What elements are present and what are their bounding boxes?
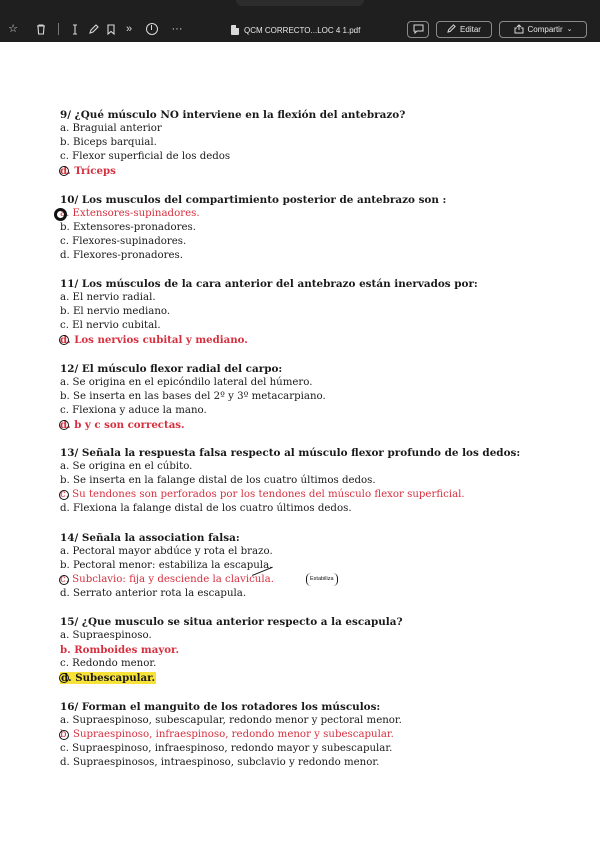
share-button[interactable] (499, 21, 587, 38)
question-9 (60, 108, 560, 178)
highlighted-text: d. Subescapular. (61, 672, 156, 684)
question-title: 15/ ¿Que musculo se situa anterior respecto a la escapula? (60, 616, 403, 628)
question-13 (60, 446, 560, 516)
file-name: QCM CORRECTO...LOC 4 1.pdf (244, 25, 361, 35)
question-12 (60, 362, 560, 432)
edit-icon (447, 24, 456, 35)
option-a: a. Supraespinoso. (60, 630, 152, 641)
option-d: d. Flexores-pronadores. (60, 249, 183, 261)
option-a-correct (60, 207, 560, 221)
star-icon[interactable]: ☆ (8, 22, 18, 35)
pen-icon[interactable] (86, 22, 100, 36)
option-text: d. Los nervios cubital y mediano. (60, 334, 248, 346)
option-a: a. Se origina en el cúbito. (60, 461, 193, 472)
file-title (231, 23, 360, 37)
question-title: 12/ El músculo flexor radial del carpo: (60, 362, 283, 375)
viewer-toolbar (0, 0, 600, 42)
option-d-correct (60, 418, 560, 432)
question-15 (60, 615, 560, 685)
option-d: d. Flexiona la falange distal de los cuatro últimos dedos. (60, 503, 352, 514)
option-text: b. Supraespinoso, infraespinoso, redondo menor y subescapular. (60, 728, 394, 740)
option-text: d. b y c son correctas. (60, 418, 185, 431)
option-d: d. Serrato anterior rota la escapula. (60, 587, 247, 599)
option-c: c. Supraespinoso, infraespinoso, redondo mayor y subescapular. (60, 742, 393, 754)
option-d-correct (60, 333, 560, 347)
option-text: c. Su tendones son perforados por los tendones del músculo flexor superficial. (60, 489, 465, 500)
option-c: c. El nervio cubital. (60, 320, 161, 331)
comment-icon (413, 24, 424, 36)
option-text: c. Subclavio: fija y desciende la clavicula. (60, 573, 274, 585)
option-text: d. Tríceps (60, 165, 116, 177)
option-c: c. Redondo menor. (60, 658, 157, 669)
share-icon (514, 24, 524, 36)
option-c-correct (60, 488, 560, 502)
text-cursor-icon[interactable] (68, 22, 82, 36)
option-b: b. Se inserta en la falange distal de los cuatro últimos dedos. (60, 475, 376, 486)
edit-button[interactable] (436, 21, 492, 38)
question-title: 10/ Los musculos del compartimiento posterior de antebrazo son : (60, 193, 447, 206)
share-label: Compartir (527, 25, 563, 34)
question-11 (60, 277, 560, 347)
option-b: b. Pectoral menor: estabiliza la escapula. (60, 559, 273, 571)
option-a: a. Se origina en el epicóndilo lateral del húmero. (60, 376, 313, 388)
trash-icon[interactable] (34, 22, 48, 36)
option-a: a. Pectoral mayor abdúce y rota el brazo. (60, 545, 273, 557)
option-d: d. Supraespinosos, intraespinoso, subclavio y redondo menor. (60, 756, 380, 768)
question-10 (60, 193, 560, 263)
forward-icon[interactable]: » (125, 22, 133, 35)
option-c: c. Flexiona y aduce la mano. (60, 404, 207, 416)
option-c: c. Flexor superficial de los dedos (60, 151, 231, 162)
option-d-highlighted (60, 671, 560, 685)
option-b: b. El nervio mediano. (60, 306, 171, 317)
pdf-file-icon (231, 25, 239, 35)
option-d-correct (60, 164, 560, 178)
option-a: a. El nervio radial. (60, 292, 156, 303)
option-b: b. Se inserta en las bases del 2º y 3º metacarpiano. (60, 390, 326, 402)
option-text: a. Extensores-supinadores. (60, 207, 200, 219)
bookmark-icon[interactable] (104, 22, 118, 36)
question-title: 9/ ¿Qué músculo NO interviene en la flexión del antebrazo? (60, 109, 406, 121)
more-icon[interactable]: ··· (171, 22, 183, 35)
option-b-correct (60, 728, 560, 742)
option-c-correct (60, 573, 560, 587)
question-title: 11/ Los músculos de la cara anterior del antebrazo están inervados por: (60, 278, 478, 290)
status-notch (236, 0, 364, 6)
handwritten-note: Estabiliza (306, 573, 338, 586)
option-b-correct: b. Romboides mayor. (60, 644, 180, 656)
info-icon[interactable] (146, 23, 158, 35)
pdf-page (60, 108, 560, 784)
option-a: a. Supraespinoso, subescapular, redondo menor y pectoral menor. (60, 714, 402, 726)
question-title: 14/ Señala la association falsa: (60, 531, 240, 544)
question-title: 13/ Señala la respuesta falsa respecto al músculo flexor profundo de los dedos: (60, 447, 521, 459)
option-c: c. Flexores-supinadores. (60, 235, 187, 247)
option-b: b. Biceps barquial. (60, 137, 157, 148)
question-14 (60, 531, 560, 601)
comment-button[interactable] (407, 21, 429, 38)
question-16 (60, 700, 560, 770)
edit-label: Editar (460, 25, 481, 34)
option-a: a. Braguial anterior (60, 123, 162, 134)
question-title: 16/ Forman el manguito de los rotadores los músculos: (60, 700, 381, 713)
toolbar-divider (58, 23, 59, 35)
option-b: b. Extensores-pronadores. (60, 221, 196, 233)
chevron-down-icon: ⌄ (566, 26, 573, 33)
